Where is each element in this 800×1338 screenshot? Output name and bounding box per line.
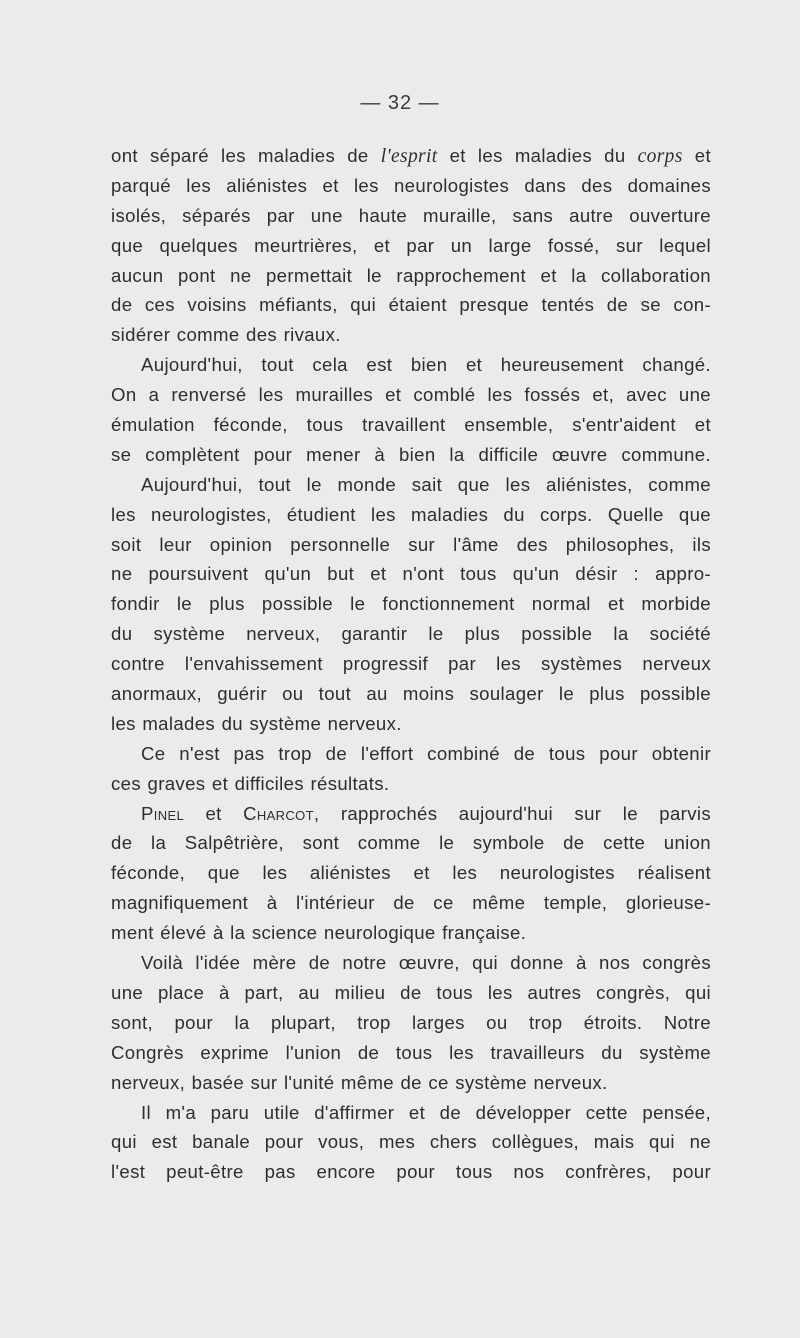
text-line: une place à part, au milieu de tous les autres congrès, qui [111,981,711,1003]
text-line: féconde, que les aliénistes et les neurologistes réalisent [111,862,711,884]
italic-term: corps [637,146,683,167]
name-charcot: Charcot [243,802,314,824]
text-line: On a renversé les murailles et comblé les fossés et, avec une [111,384,711,406]
text-line: du système nerveux, garantir le plus possible la société [111,623,711,645]
text-line: ment élevé à la science neurologique française. [111,922,527,944]
name-pinel: Pinel [141,802,185,824]
text-line: les malades du système nerveux. [111,712,402,734]
paragraph-start: Aujourd'hui, tout cela est bien et heureusement changé. [141,354,711,376]
text-line: ont séparé les maladies de l'esprit et les maladies du corps et [111,145,711,167]
paragraph-start: Voilà l'idée mère de notre œuvre, qui donne à nos congrès [141,952,711,974]
text-line: isolés, séparés par une haute muraille, sans autre ouverture [111,204,711,226]
text-line: soit leur opinion personnelle sur l'âme des philosophes, ils [111,533,711,555]
paragraph-start: Aujourd'hui, tout le monde sait que les aliénistes, comme [141,473,711,495]
text-line: magnifiquement à l'intérieur de ce même temple, glorieuse- [111,892,711,914]
text-line: émulation féconde, tous travaillent ensemble, s'entr'aident et [111,414,711,436]
text-line: parqué les aliénistes et les neurologistes dans des domaines [111,174,711,196]
text-line: qui est banale pour vous, mes chers collègues, mais qui ne [111,1131,711,1153]
text-line: aucun pont ne permettait le rapprochement et la collaboration [111,264,711,286]
paragraph-start: Pinel et Charcot, rapprochés aujourd'hui sur le parvis [141,802,711,824]
text-line: nerveux, basée sur l'unité même de ce système nerveux. [111,1071,608,1093]
text-line: fondir le plus possible le fonctionnement normal et morbide [111,593,711,615]
text-line: sidérer comme des rivaux. [111,324,341,346]
paragraph-start: Ce n'est pas trop de l'effort combiné de tous pour obtenir [141,742,711,764]
body-text [111,141,711,1187]
text-line: l'est peut-être pas encore pour tous nos confrères, pour [111,1161,711,1183]
text-line: les neurologistes, étudient les maladies du corps. Quelle que [111,503,711,525]
text-line: que quelques meurtrières, et par un large fossé, sur lequel [111,234,711,256]
page-number: — 32 — [360,92,440,114]
text-line: se complètent pour mener à bien la difficile œuvre commune. [111,443,711,465]
italic-term: l'esprit [380,146,438,167]
text-line: ces graves et difficiles résultats. [111,772,390,794]
text-line: Congrès exprime l'union de tous les travailleurs du système [111,1041,711,1063]
text-line: sont, pour la plupart, trop larges ou trop étroits. Notre [111,1011,711,1033]
text-line: contre l'envahissement progressif par les systèmes nerveux [111,653,711,675]
text-line: de la Salpêtrière, sont comme le symbole de cette union [111,832,711,854]
text-line: de ces voisins méfiants, qui étaient presque tentés de se con- [111,294,711,316]
text-line: ne poursuivent qu'un but et n'ont tous qu'un désir : appro- [111,563,711,585]
text-line: anormaux, guérir ou tout au moins soulager le plus possible [111,683,711,705]
paragraph-start: Il m'a paru utile d'affirmer et de développer cette pensée, [141,1101,711,1123]
